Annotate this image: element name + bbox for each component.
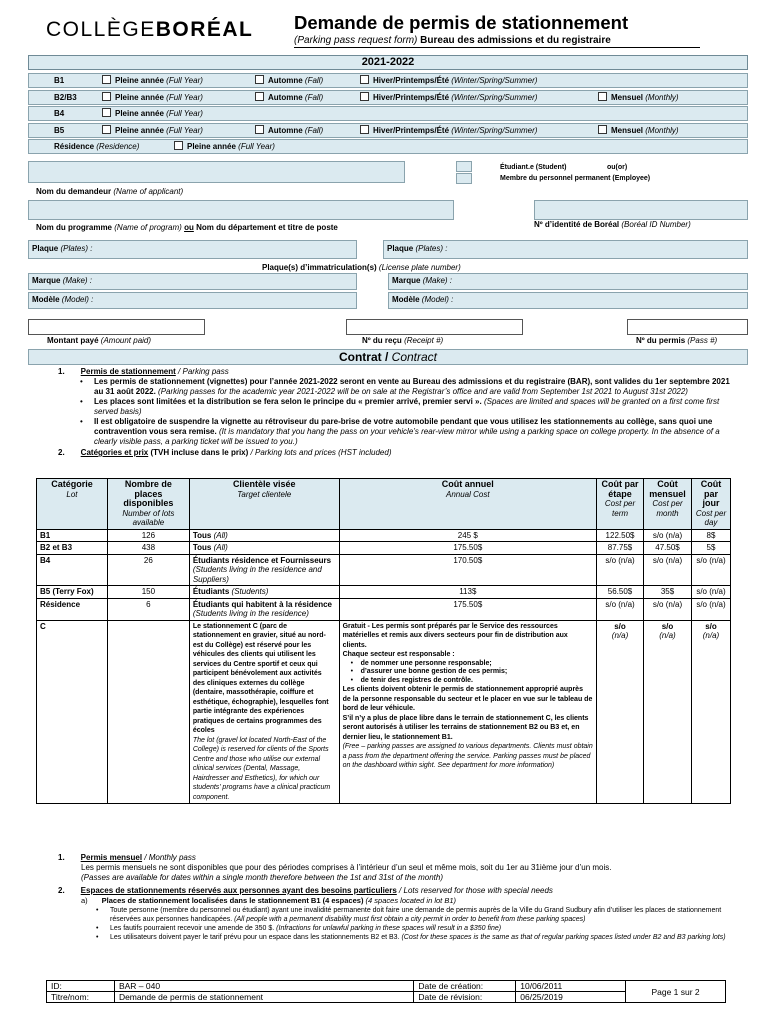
checkbox[interactable] <box>174 141 183 150</box>
special-needs-bullet: • Les fautifs pourraient recevoir une amende de 350 $. (Infractions for unlawful parking in these spaces will result in a $350 fine) <box>88 924 748 933</box>
b4-full-year-option[interactable]: Pleine année (Full Year) <box>102 107 203 120</box>
table-row: B1 126 Tous (All) 245 $ 122.50$ s/o (n/a) 8$ <box>37 529 731 542</box>
page-title: Demande de permis de stationnement <box>294 12 629 33</box>
student-checkbox[interactable] <box>456 161 472 172</box>
col-day: Coût par jour Cost per day <box>691 479 730 530</box>
program-input[interactable] <box>28 200 454 220</box>
section-special-needs: 2. Espaces de stationnements réservés aux personnes ayant des besoins particuliers / Lots reserved for those with special needs a) Places de stationnement localisées dans le stationnement B1 (4 espaces) (4 spaces located in lot B1) • Toute personne (membre du personnel ou étudiant) ayant une invalidité permanente doit faire une demande de permis auprès de la Ville du Grand Sudbury afin d’utiliser les places de stationnement réservées aux personnes handicapées. (All people with a permanent disability must first obtain a city permit in order to benefit from these parking spaces) • Les fautifs pourraient recevoir une amende de 350 $. (Infractions for unlawful parking in these spaces will result in a $350 fine) • Les utilisateurs doivent payer le tarif prévu pour un espace dans les stationnements B2 et B3. (Cost for these spaces is the same as that of regular parking spaces listed under B2 and B3 parking lots) <box>58 886 748 942</box>
col-category: Catégorie Lot <box>37 479 108 530</box>
or-label: ou(or) <box>607 164 628 171</box>
boreal-id-label: Nº d’identité de Boréal (Boréal ID Number) <box>534 220 691 229</box>
checkbox[interactable] <box>255 92 264 101</box>
col-spots: Nombre de places disponibles Number of lots available <box>107 479 189 530</box>
employee-label: Membre du personnel permanent (Employee) <box>500 175 651 182</box>
col-term: Coût par étape Cost per term <box>597 479 644 530</box>
b2b3-fall-option[interactable]: Automne (Fall) <box>255 91 323 104</box>
col-month: Coût mensuel Cost per month <box>644 479 692 530</box>
price-table <box>36 478 731 804</box>
amount-paid-input[interactable] <box>28 319 205 335</box>
lot-row-b2-b3: B2/B3 Pleine année (Full Year) Automne (Fall) Hiver/Printemps/Été (Winter/Spring/Summer) Mensuel (Monthly) <box>28 90 748 105</box>
b1-fall-option[interactable]: Automne (Fall) <box>255 74 323 87</box>
section-parking-pass: 1. Permis de stationnement / Parking pass • Les permis de stationnement (vignettes) pour l’année 2021-2022 seront en vente au Bureau des admissions et du registraire (BAR), sont valides du 1er septembre 2021 au 31 août 2022. (Parking passes for the academic year 2021-2022 will be on sale at the Registrar’s office and are valid from September 1st 2021 to August 31st 2022) • Les places sont limitées et la distribution se fera selon le principe du « premier arrivé, premier servi ». (Spaces are limited and spaces will be granted on a first come first served basis) • Il est obligatoire de suspendre la vignette au rétroviseur du pare-brise de votre automobile pendant que vous utilisez les stationnements au collège, sans quoi une contravention vous sera remise. (It is mandatory that you hang the pass on your vehicle’s rear-view mirror while using a parking space on college property. In the absence of a clearly visible pass, a parking ticket will be issued to you.) 2. Catégories et prix (TVH incluse dans le prix) / Parking lots and prices (HST included) <box>58 367 738 458</box>
lot-row-b5: B5 Pleine année (Full Year) Automne (Fall) Hiver/Printemps/Été (Winter/Spring/Summer) Mensuel (Monthly) <box>28 123 748 138</box>
pass-number-input[interactable] <box>627 319 748 335</box>
b2b3-monthly-option[interactable]: Mensuel (Monthly) <box>598 91 679 104</box>
b5-winter-option[interactable]: Hiver/Printemps/Été (Winter/Spring/Summer) <box>360 124 537 137</box>
checkbox[interactable] <box>598 92 607 101</box>
program-label: Nom du programme (Name of program) ou Nom du département et titre de poste <box>36 223 338 232</box>
plate-1-input[interactable]: Plaque (Plates) : <box>28 240 357 259</box>
academic-year-bar: 2021-2022 <box>28 55 748 70</box>
model-1-input[interactable]: Modèle (Model) : <box>28 292 357 309</box>
applicant-name-input[interactable] <box>28 161 405 183</box>
checkbox[interactable] <box>598 125 607 134</box>
amount-paid-label: Montant payé (Amount paid) <box>47 336 152 345</box>
student-label: Étudiant.e (Student) <box>500 164 567 171</box>
boreal-id-input[interactable] <box>534 200 748 220</box>
lot-row-residence: Résidence (Residence) Pleine année (Full Year) <box>28 139 748 154</box>
parking-pass-bullet: • Il est obligatoire de suspendre la vignette au rétroviseur du pare-brise de votre automobile pendant que vous utilisez les stationnements au collège, sans quoi une contravention vous sera remise. (It is mandatory that you hang the pass on your vehicle’s rear-view mirror while using a parking space on college property. In the absence of a clearly visible pass, a parking ticket will be issued to you.) <box>72 417 738 447</box>
checkbox[interactable] <box>360 75 369 84</box>
b5-fall-option[interactable]: Automne (Fall) <box>255 124 323 137</box>
plate-2-input[interactable]: Plaque (Plates) : <box>383 240 748 259</box>
document-footer: ID: BAR – 040 Date de création: 10/06/2011 Page 1 sur 2 Titre/nom: Demande de permis de stationnement Date de révision: 06/25/2019 <box>46 980 726 1003</box>
b2b3-full-year-option[interactable]: Pleine année (Full Year) <box>102 91 203 104</box>
parking-pass-bullet: • Les permis de stationnement (vignettes) pour l’année 2021-2022 seront en vente au Bureau des admissions et du registraire (BAR), sont valides du 1er septembre 2021 au 31 août 2022. (Parking passes for the academic year 2021-2022 will be on sale at the Registrar’s office and are valid from September 1st 2021 to August 31st 2022) <box>72 377 738 397</box>
make-1-input[interactable]: Marque (Make) : <box>28 273 357 290</box>
checkbox[interactable] <box>360 125 369 134</box>
b5-monthly-option[interactable]: Mensuel (Monthly) <box>598 124 679 137</box>
checkbox[interactable] <box>102 92 111 101</box>
checkbox[interactable] <box>255 125 264 134</box>
contract-heading: Contrat / Contract <box>28 349 748 365</box>
applicant-name-label: Nom du demandeur (Name of applicant) <box>36 187 184 196</box>
receipt-number-input[interactable] <box>346 319 523 335</box>
checkbox[interactable] <box>255 75 264 84</box>
b1-full-year-option[interactable]: Pleine année (Full Year) <box>102 74 203 87</box>
table-row: B2 et B3 438 Tous (All) 175.50$ 87.75$ 47.50$ 5$ <box>37 542 731 555</box>
checkbox[interactable] <box>360 92 369 101</box>
col-annual: Coût annuel Annual Cost <box>339 479 596 530</box>
page-subtitle: (Parking pass request form) Bureau des admissions et du registraire <box>294 35 700 48</box>
checkbox[interactable] <box>102 108 111 117</box>
table-header-row <box>37 479 731 530</box>
table-row: B4 26 Étudiants résidence et Fournisseurs (Students living in the residence and Suppliers) 170.50$ s/o (n/a) s/o (n/a) s/o (n/a) <box>37 554 731 586</box>
table-row-c: C Le stationnement C (parc de stationnement en gravier, situé au nord-est du Collège) est réservé pour les véhicules des clients qui utilisent les services du Centre sportif et ceux qui participent bénévolement aux activités des cliniques externes du collège (dentaire, massothérapie, coiffure et esthétique, échographie), lesquelles font partie intégrante des expériences pratiques de certains programmes des écoles The lot (gravel lot located North-East of the College) is reserved for clients of the Sports Centre and those who utilise our external clinical services (Dental, Massage, Hairdresser and Esthetics), for which our students’ programs have a clinical practicum component. Gratuit - Les permis sont préparés par le Service des ressources matérielles et remis aux divers secteurs pour fin de distribution aux clients. Chaque secteur est responsable : • de nommer une personne responsable; • d’assurer une bonne gestion de ces permis; • de tenir des registres de contrôle. Les clients doivent obtenir le permis de stationnement approprié auprès de la personne responsable du secteur et le placer en vue sur le tableau de bord de leur véhicule. S’il n’y a plus de place libre dans le terrain de stationnement C, les clients seront autorisés à utiliser les terrains de stationnement B2 ou B3 et, en dernier lieu, le stationnement B1. (Free – parking passes are assigned to various departments. Clients must obtain a pass from the department offering the service. Parking passes must be placed on the dashboard within sight. See department for more information) s/o (n/a) s/o (n/a) s/o (n/a) <box>37 620 731 804</box>
page-number: Page 1 sur 2 <box>626 981 726 1003</box>
college-boreal-logo: COLLÈGEBORÉAL <box>46 18 254 41</box>
lot-row-b4: B4 Pleine année (Full Year) <box>28 106 748 121</box>
plates-caption: Plaque(s) d’immatriculation(s) (License plate number) <box>262 263 461 272</box>
pass-number-label: Nº du permis (Pass #) <box>636 336 718 345</box>
col-clientele: Clientèle visée Target clientele <box>189 479 339 530</box>
make-2-input[interactable]: Marque (Make) : <box>388 273 748 290</box>
residence-full-year-option[interactable]: Pleine année (Full Year) <box>174 140 275 153</box>
lot-row-b1: B1 Pleine année (Full Year) Automne (Fall) Hiver/Printemps/Été (Winter/Spring/Summer) <box>28 73 748 88</box>
table-row: B5 (Terry Fox) 150 Étudiants (Students) 113$ 56.50$ 35$ s/o (n/a) <box>37 586 731 599</box>
employee-checkbox[interactable] <box>456 173 472 184</box>
checkbox[interactable] <box>102 125 111 134</box>
b2b3-winter-option[interactable]: Hiver/Printemps/Été (Winter/Spring/Summer) <box>360 91 537 104</box>
checkbox[interactable] <box>102 75 111 84</box>
section-monthly-pass: 1. Permis mensuel / Monthly pass Les permis mensuels ne sont disponibles que pour des périodes comprises à l’intérieur d’un seul et même mois, soit du 1er au 31ième jour d’un mois. (Passes are available for dates within a single month therefore between the 1st and 31st of the month) <box>58 853 612 882</box>
special-needs-bullet: • Toute personne (membre du personnel ou étudiant) ayant une invalidité permanente doit faire une demande de permis auprès de la Ville du Grand Sudbury afin d’utiliser les places de stationnement réservées aux personnes handicapées. (All people with a permanent disability must first obtain a city permit in order to benefit from these parking spaces) <box>88 906 748 924</box>
b1-winter-option[interactable]: Hiver/Printemps/Été (Winter/Spring/Summer) <box>360 74 537 87</box>
b5-full-year-option[interactable]: Pleine année (Full Year) <box>102 124 203 137</box>
receipt-number-label: Nº du reçu (Receipt #) <box>362 336 444 345</box>
parking-pass-bullet: • Les places sont limitées et la distribution se fera selon le principe du « premier arrivé, premier servi ». (Spaces are limited and spaces will be granted on a first come first served basis) <box>72 397 738 417</box>
table-row: Résidence 6 Étudiants qui habitent à la résidence (Students living in the residence) 175.50$ s/o (n/a) s/o (n/a) s/o (n/a) <box>37 598 731 620</box>
special-needs-bullet: • Les utilisateurs doivent payer le tarif prévu pour un espace dans les stationnements B2 et B3. (Cost for these spaces is the same as that of regular parking spaces listed under B2 and B3 parking lots) <box>88 933 748 942</box>
model-2-input[interactable]: Modèle (Model) : <box>388 292 748 309</box>
